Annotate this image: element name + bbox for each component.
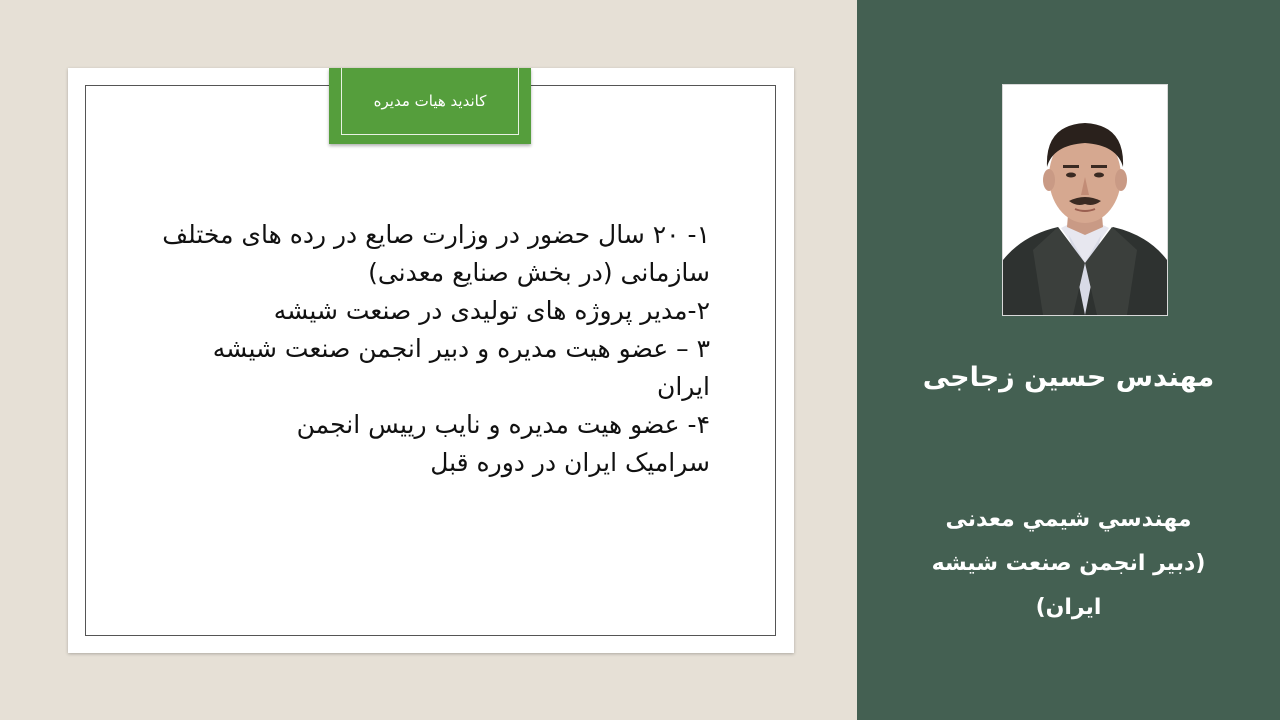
- body-text: [148, 216, 710, 482]
- content-card: [68, 68, 794, 653]
- section-tag: [329, 68, 531, 144]
- profile-photo: [1002, 84, 1168, 316]
- body-line: سرامیک ایران در دوره قبل: [430, 448, 710, 477]
- subtitle-line: ایران): [1035, 595, 1102, 620]
- body-line: ۴- عضو هیت مدیره و نایب رییس انجمن: [296, 410, 710, 439]
- profile-panel: [857, 0, 1280, 720]
- body-line: ایران: [656, 372, 710, 401]
- body-line: ۲-مدیر پروژه های تولیدی در صنعت شیشه: [273, 296, 710, 325]
- section-tag-label: کاندید هیات مدیره: [373, 92, 487, 110]
- body-line: سازمانی (در بخش صنایع معدنی): [368, 258, 710, 287]
- subtitle-line: مهندسي شيمي معدنی: [945, 507, 1192, 532]
- subtitle-line: (دبیر انجمن صنعت شیشه: [931, 551, 1206, 576]
- body-line: ۱- ۲۰ سال حضور در وزارت صایع در رده های مختلف: [162, 220, 710, 249]
- section-tag-frame: [341, 68, 519, 135]
- body-line: ۳ – عضو هیت مدیره و دبیر انجمن صنعت شیشه: [212, 334, 710, 363]
- portrait-image: [1003, 85, 1167, 315]
- profile-name: مهندس حسین زجاجی: [922, 362, 1215, 393]
- profile-subtitle: [897, 498, 1240, 630]
